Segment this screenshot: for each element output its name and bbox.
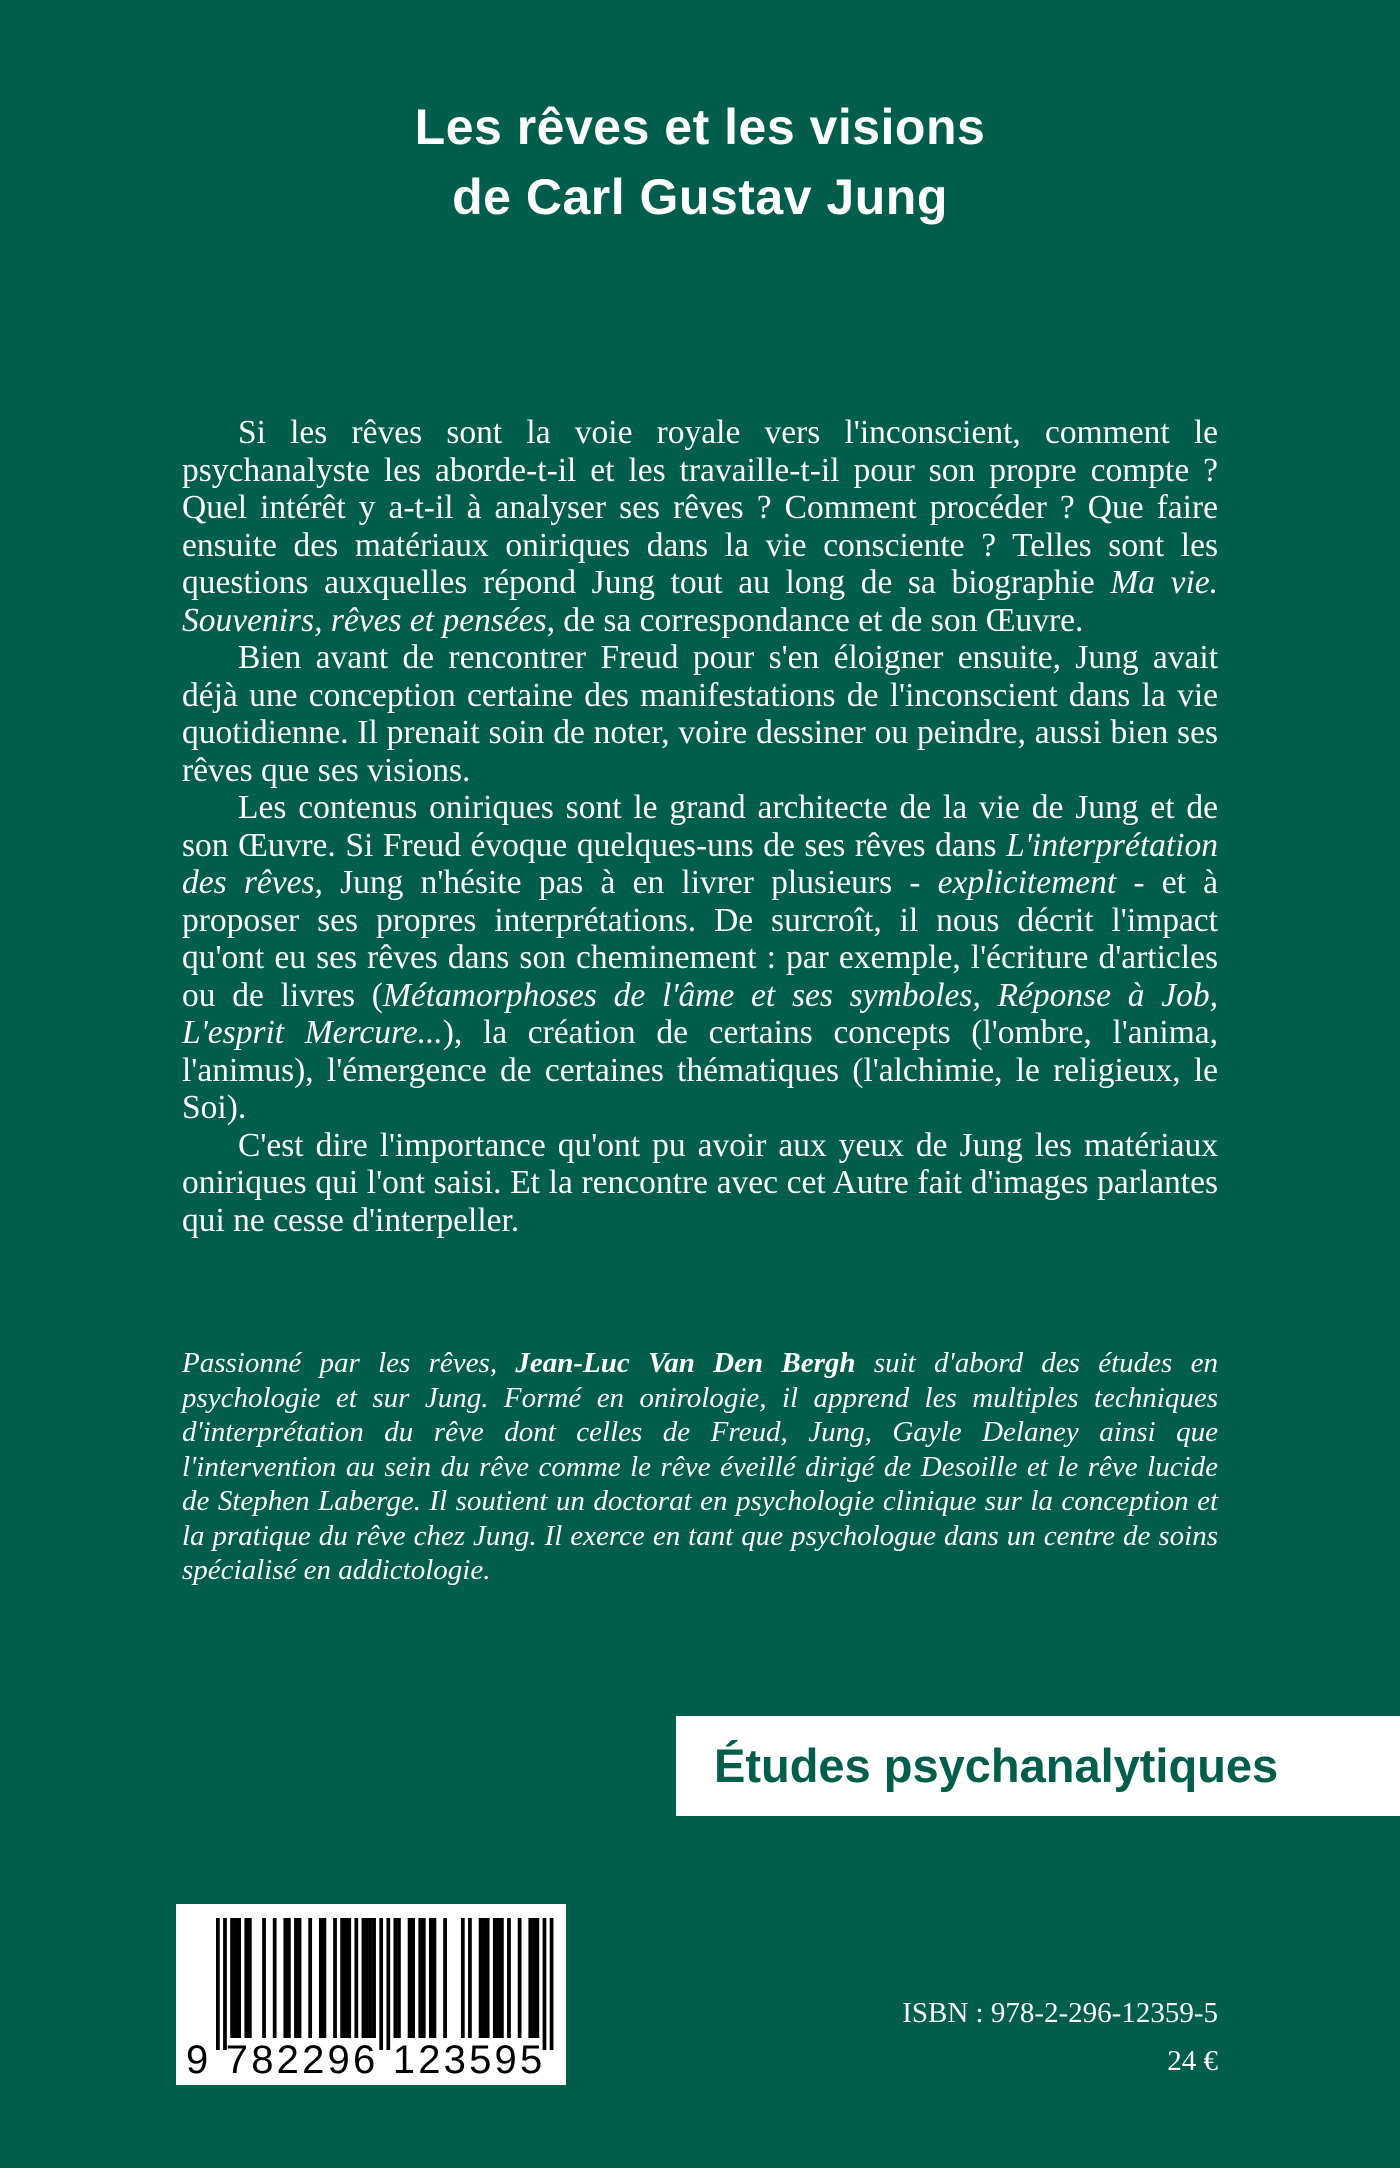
barcode-bar xyxy=(422,1918,426,2038)
barcode-bar xyxy=(362,1918,366,2038)
bio-text: suit d'abord des études en psychologie et sur Jung. Formé en onirologie, il apprend les multiples techniques d'interprétation du rêve dont celles de Freud, Jung, Gayle Delaney ainsi que l'intervention au sein du rêve comme le rêve éveillé dirigé de Desoille et le rêve lucide de Stephen Laberge. Il soutient un doctorat en psychologie clinique sur la conception et la pratique du rêve chez Jung. Il exerce en tant que psychologue dans un centre de soins spécialisé en addictologie. xyxy=(182,1347,1219,1586)
barcode-bar xyxy=(550,1918,554,2050)
barcode-bar xyxy=(287,1918,291,2038)
barcode-bar xyxy=(532,1918,536,2038)
barcode-bar xyxy=(461,1918,465,2038)
summary-paragraph xyxy=(182,414,1218,639)
summary-text-run: - et à proposer ses propres interprétations. De surcroît, il nous décrit l'impact qu'ont eu ses rêves dans son cheminement : par exemple, l'écriture d'articles ou de livres ( xyxy=(182,864,1218,1014)
barcode-bar xyxy=(319,1918,323,2038)
barcode-bar xyxy=(493,1918,497,2038)
author-bio xyxy=(182,1346,1218,1588)
barcode-bar xyxy=(216,1918,220,2050)
barcode-bar xyxy=(468,1918,472,2038)
summary-italic-run: L'interprétation des rêves xyxy=(182,826,1218,901)
barcode-bar xyxy=(369,1918,373,2038)
summary-text-run: Les contenus oniriques sont le grand architecte de la vie de Jung et de son Œuvre. Si Freud évoque quelques-uns de ses rêves dans xyxy=(182,789,1218,864)
barcode-bar xyxy=(500,1918,504,2038)
author-bio-paragraph xyxy=(182,1346,1218,1588)
barcode-bar xyxy=(486,1918,490,2038)
summary-italic-run: explicitement xyxy=(937,864,1117,901)
barcode-bar xyxy=(344,1918,348,2038)
barcode-bar xyxy=(244,1918,248,2038)
barcode-bar xyxy=(333,1918,337,2038)
barcode-bar xyxy=(308,1918,312,2038)
barcode-bar xyxy=(283,1918,287,2038)
barcode-bar xyxy=(518,1918,522,2038)
barcode-bar xyxy=(379,1918,383,2050)
barcode-bar xyxy=(543,1918,547,2050)
barcode-bar xyxy=(482,1918,486,2038)
price: 24 € xyxy=(1167,2045,1218,2077)
summary-text-run: , de sa correspondance et de son Œuvre. xyxy=(546,601,1084,639)
barcode-bar xyxy=(496,1918,500,2038)
barcode-bar xyxy=(429,1918,433,2038)
barcode-bar xyxy=(298,1918,302,2038)
bio-intro: Passionné par les rêves, xyxy=(182,1347,516,1379)
summary-text-run: Si les rêves sont la voie royale vers l'inconscient, comment le psychanalyste les aborde-t-il et les travaille-t-il pour son propre compte ? Quel intérêt y a-t-il à analyser ses rêves ? Comment procéder ? Que faire ensuite des matériaux oniriques dans la vie consciente ? Telles sont les questions auxquelles répond Jung tout au long de sa biographie xyxy=(182,414,1218,601)
barcode-bar xyxy=(262,1918,266,2038)
barcode-bar xyxy=(507,1918,511,2038)
barcode-bar xyxy=(347,1918,351,2038)
summary-paragraph xyxy=(182,789,1218,1127)
summary-text-run: , Jung n'hésite pas à en livrer plusieurs - xyxy=(314,864,938,901)
summary-paragraph xyxy=(182,1127,1218,1240)
summary-italic-run: Ma vie. Souvenirs, rêves et pensées xyxy=(182,564,1218,639)
barcode-bar xyxy=(479,1918,483,2038)
barcode-bar xyxy=(386,1918,390,2050)
series-label: Études psychanalytiques xyxy=(714,1739,1279,1792)
isbn: ISBN : 978-2-296-12359-5 xyxy=(902,1997,1218,2029)
barcode-bar xyxy=(340,1918,344,2038)
barcode-bar xyxy=(223,1918,227,2050)
barcode-bar xyxy=(394,1918,398,2038)
summary-text-run: C'est dire l'importance qu'ont pu avoir aux yeux de Jung les matériaux oniriques qui l'ont saisi. Et la rencontre avec cet Autre fait d'images parlantes qui ne cesse d'interpeller. xyxy=(182,1126,1218,1239)
barcode-bar xyxy=(536,1918,540,2038)
barcode-bar xyxy=(237,1918,241,2038)
author-name: Jean-Luc Van Den Bergh xyxy=(515,1347,856,1379)
barcode-bar xyxy=(294,1918,298,2038)
summary-text-run: Bien avant de rencontrer Freud pour s'en éloigner ensuite, Jung avait déjà une conception certaine des manifestations de l'inconscient dans la vie quotidienne. Il prenait soin de noter, voire dessiner ou peindre, aussi bien ses rêves que ses visions. xyxy=(182,639,1218,789)
barcode-bar xyxy=(433,1918,437,2038)
summary-paragraph xyxy=(182,639,1218,789)
barcode-bar xyxy=(248,1918,252,2038)
title-line-2: de Carl Gustav Jung xyxy=(452,169,948,225)
summary-text-run: ), la création de certains concepts (l'ombre, l'anima, l'animus), l'émergence de certaines thématiques (l'alchimie, le religieux, le Soi). xyxy=(182,1014,1218,1126)
title-line-1: Les rêves et les visions xyxy=(414,99,986,155)
barcode-digits: 9 782296 123595 xyxy=(186,2038,546,2082)
series-banner xyxy=(676,1716,1400,1816)
barcode-bar xyxy=(365,1918,369,2038)
barcode-bar xyxy=(323,1918,327,2038)
summary-italic-run: Métamorphoses de l'âme et ses symboles, Réponse à Job, L'esprit Mercure... xyxy=(182,976,1219,1051)
barcode-bar xyxy=(443,1918,447,2038)
barcode-bar xyxy=(397,1918,401,2038)
barcode-bar xyxy=(273,1918,277,2038)
barcode-bar xyxy=(354,1918,358,2038)
barcode-bar xyxy=(411,1918,415,2038)
barcode-bar xyxy=(234,1918,238,2038)
barcode-bar xyxy=(372,1918,376,2038)
barcode-bar xyxy=(230,1918,234,2038)
barcode xyxy=(176,1904,566,2085)
barcode-bar xyxy=(418,1918,422,2038)
book-title xyxy=(0,92,1400,232)
barcode-bar xyxy=(408,1918,412,2038)
back-cover-summary xyxy=(182,414,1218,1239)
barcode-bar xyxy=(528,1918,532,2038)
